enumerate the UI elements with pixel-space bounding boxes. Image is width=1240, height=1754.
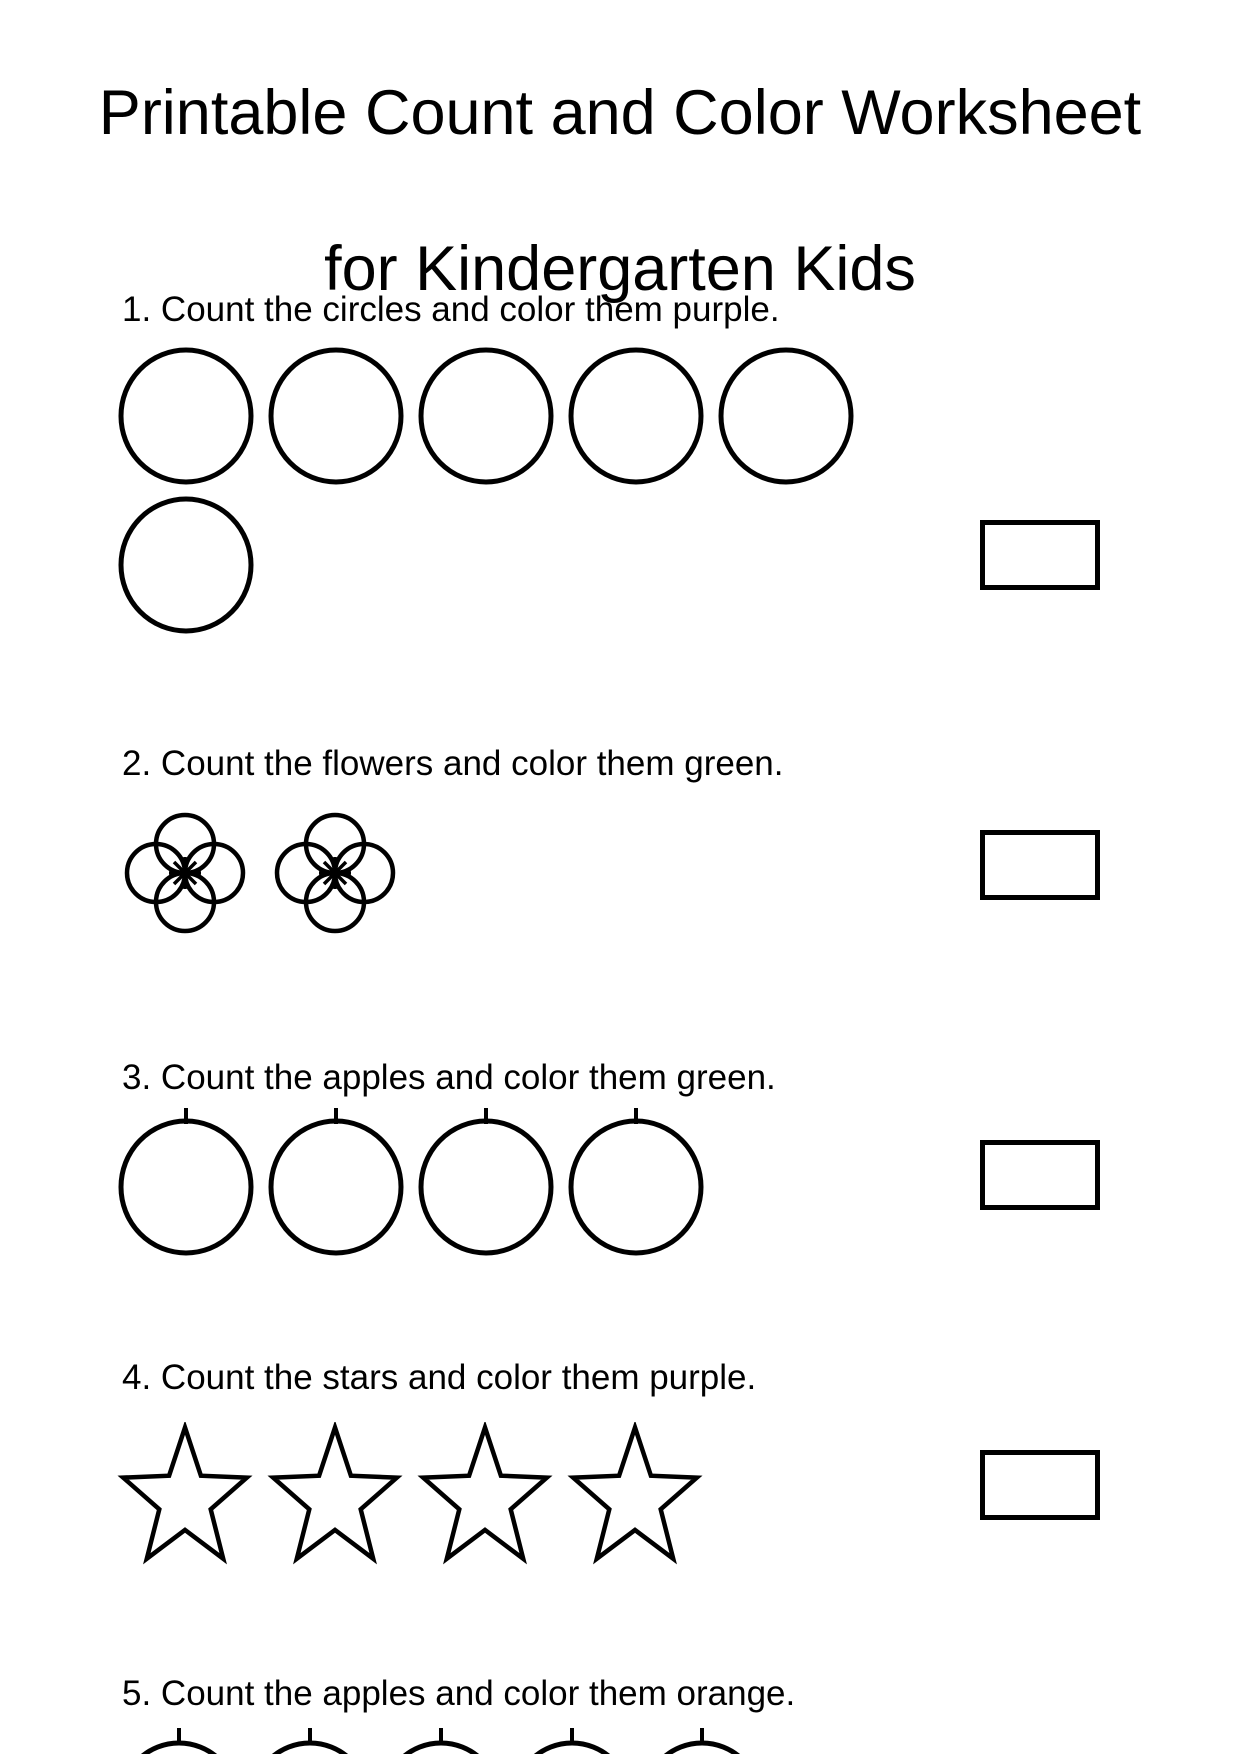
apple-shape	[514, 1728, 630, 1754]
question-1-shapes	[0, 340, 900, 640]
circle-shape	[721, 350, 851, 482]
circle-shape	[121, 350, 251, 482]
flower-center	[319, 857, 351, 889]
answer-box-3	[980, 1140, 1100, 1210]
apple-shape	[383, 1728, 499, 1754]
answer-box-1	[980, 520, 1100, 590]
question-3-text: 3. Count the apples and color them green.	[122, 1058, 776, 1097]
apple-shape	[271, 1108, 401, 1253]
circle-shape	[421, 350, 551, 482]
question-1-text: 1. Count the circles and color them purple.	[122, 290, 780, 329]
question-4-text: 4. Count the stars and color them purple.	[122, 1358, 757, 1397]
question-2-text: 2. Count the flowers and color them green.	[122, 744, 784, 783]
question-3-shapes	[0, 1100, 800, 1260]
page-title-line1: Printable Count and Color Worksheet	[98, 78, 1142, 148]
answer-box-2	[980, 830, 1100, 900]
circle-shape	[571, 350, 701, 482]
apple-shape	[421, 1108, 551, 1253]
question-5-text: 5. Count the apples and color them orange.	[122, 1674, 796, 1713]
star-shape	[423, 1428, 547, 1559]
circle-shape	[121, 499, 251, 631]
flower-shape	[277, 815, 393, 931]
star-shape	[123, 1428, 247, 1559]
question-2-shapes	[0, 805, 460, 945]
apple-shape	[644, 1728, 760, 1754]
circle-shape	[271, 350, 401, 482]
star-shape	[273, 1428, 397, 1559]
page-title	[0, 74, 1240, 308]
page-title-line2: for Kindergarten Kids	[324, 234, 916, 304]
flower-center	[169, 857, 201, 889]
answer-box-4	[980, 1450, 1100, 1520]
apple-shape	[121, 1728, 237, 1754]
flower-shape	[127, 815, 243, 931]
question-4-shapes	[0, 1422, 800, 1577]
apple-shape	[571, 1108, 701, 1253]
star-shape	[573, 1428, 697, 1559]
apple-shape	[121, 1108, 251, 1253]
apple-shape	[252, 1728, 368, 1754]
question-5-shapes	[0, 1725, 800, 1754]
